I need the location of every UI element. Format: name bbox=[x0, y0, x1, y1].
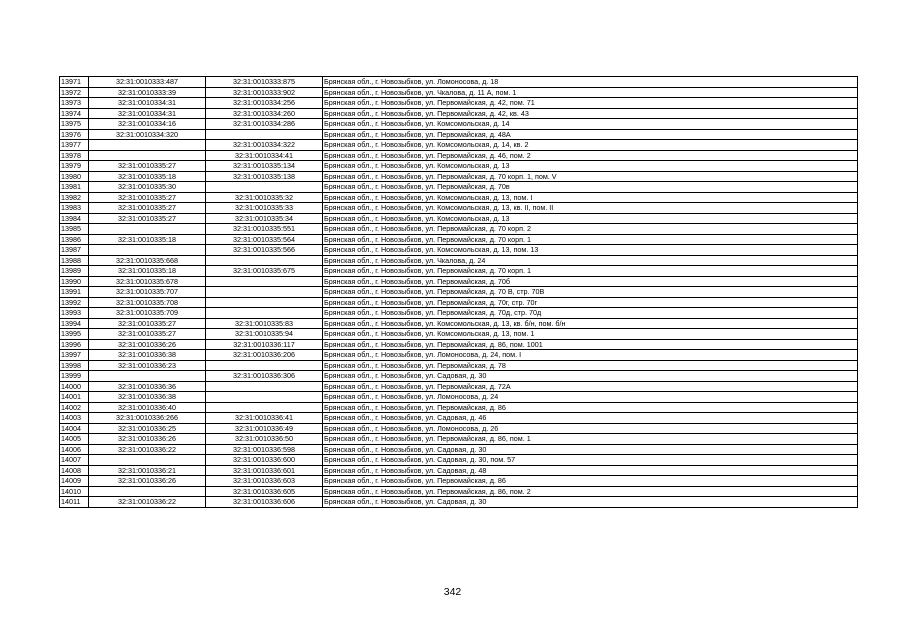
table-row bbox=[60, 140, 858, 151]
cadastral-number-land: 32:31:0010335:18 bbox=[89, 234, 206, 245]
cadastral-number-building bbox=[206, 276, 323, 287]
table-row bbox=[60, 161, 858, 172]
table-row bbox=[60, 318, 858, 329]
cadastral-number-land: 32:31:0010334:16 bbox=[89, 119, 206, 130]
table-row bbox=[60, 465, 858, 476]
address: Брянская обл., г. Новозыбков, ул. Комсомольская, д. 14, кв. 2 bbox=[323, 140, 858, 151]
cadastral-number-land: 32:31:0010335:709 bbox=[89, 308, 206, 319]
address: Брянская обл., г. Новозыбков, ул. Комсомольская, д. 13 bbox=[323, 161, 858, 172]
cadastral-number-building bbox=[206, 287, 323, 298]
cadastral-number-building bbox=[206, 255, 323, 266]
cadastral-number-land: 32:31:0010335:708 bbox=[89, 297, 206, 308]
cadastral-number-building: 32:31:0010335:33 bbox=[206, 203, 323, 214]
cadastral-number-building: 32:31:0010333:875 bbox=[206, 77, 323, 88]
property-table bbox=[59, 76, 858, 508]
cadastral-number-building: 32:31:0010335:32 bbox=[206, 192, 323, 203]
address: Брянская обл., г. Новозыбков, ул. Первомайская, д. 70б bbox=[323, 276, 858, 287]
cadastral-number-land: 32:31:0010335:707 bbox=[89, 287, 206, 298]
cadastral-number-building: 32:31:0010335:551 bbox=[206, 224, 323, 235]
cadastral-number-land: 32:31:0010336:36 bbox=[89, 381, 206, 392]
cadastral-number-building: 32:31:0010336:606 bbox=[206, 497, 323, 508]
table-row bbox=[60, 423, 858, 434]
row-number: 14002 bbox=[60, 402, 89, 413]
cadastral-number-land: 32:31:0010336:22 bbox=[89, 497, 206, 508]
table-row bbox=[60, 381, 858, 392]
address: Брянская обл., г. Новозыбков, ул. Садовая, д. 48 bbox=[323, 465, 858, 476]
row-number: 13975 bbox=[60, 119, 89, 130]
cadastral-number-building: 32:31:0010334:322 bbox=[206, 140, 323, 151]
row-number: 13993 bbox=[60, 308, 89, 319]
table-row bbox=[60, 434, 858, 445]
cadastral-number-building: 32:31:0010336:598 bbox=[206, 444, 323, 455]
table-row bbox=[60, 329, 858, 340]
address: Брянская обл., г. Новозыбков, ул. Комсомольская, д. 13 bbox=[323, 213, 858, 224]
cadastral-number-building: 32:31:0010334:41 bbox=[206, 150, 323, 161]
cadastral-number-building: 32:31:0010334:286 bbox=[206, 119, 323, 130]
address: Брянская обл., г. Новозыбков, ул. Первомайская, д. 70в bbox=[323, 182, 858, 193]
table-row bbox=[60, 203, 858, 214]
address: Брянская обл., г. Новозыбков, ул. Комсомольская, д. 14 bbox=[323, 119, 858, 130]
row-number: 14001 bbox=[60, 392, 89, 403]
cadastral-number-land: 32:31:0010336:26 bbox=[89, 339, 206, 350]
cadastral-number-land: 32:31:0010336:23 bbox=[89, 360, 206, 371]
row-number: 13976 bbox=[60, 129, 89, 140]
row-number: 13982 bbox=[60, 192, 89, 203]
row-number: 13972 bbox=[60, 87, 89, 98]
cadastral-number-land: 32:31:0010336:266 bbox=[89, 413, 206, 424]
address: Брянская обл., г. Новозыбков, ул. Первомайская, д. 78 bbox=[323, 360, 858, 371]
address: Брянская обл., г. Новозыбков, ул. Комсомольская, д. 13, пом. 13 bbox=[323, 245, 858, 256]
address: Брянская обл., г. Новозыбков, ул. Садовая, д. 46 bbox=[323, 413, 858, 424]
cadastral-number-land: 32:31:0010335:27 bbox=[89, 329, 206, 340]
cadastral-number-building bbox=[206, 392, 323, 403]
cadastral-number-land: 32:31:0010336:21 bbox=[89, 465, 206, 476]
table-row bbox=[60, 297, 858, 308]
cadastral-number-building: 32:31:0010336:605 bbox=[206, 486, 323, 497]
cadastral-number-land: 32:31:0010336:26 bbox=[89, 476, 206, 487]
address: Брянская обл., г. Новозыбков, ул. Первомайская, д. 48А bbox=[323, 129, 858, 140]
address: Брянская обл., г. Новозыбков, ул. Садовая, д. 30 bbox=[323, 497, 858, 508]
address: Брянская обл., г. Новозыбков, ул. Первомайская, д. 70 корп. 1 bbox=[323, 234, 858, 245]
cadastral-number-building: 32:31:0010335:566 bbox=[206, 245, 323, 256]
cadastral-number-building: 32:31:0010336:306 bbox=[206, 371, 323, 382]
row-number: 13979 bbox=[60, 161, 89, 172]
address: Брянская обл., г. Новозыбков, ул. Первомайская, д. 70д, стр. 70д bbox=[323, 308, 858, 319]
cadastral-number-building: 32:31:0010336:603 bbox=[206, 476, 323, 487]
row-number: 13997 bbox=[60, 350, 89, 361]
cadastral-number-land bbox=[89, 486, 206, 497]
table-row bbox=[60, 308, 858, 319]
cadastral-number-land: 32:31:0010335:18 bbox=[89, 171, 206, 182]
table-row bbox=[60, 192, 858, 203]
table-row bbox=[60, 98, 858, 109]
table-row bbox=[60, 182, 858, 193]
row-number: 14000 bbox=[60, 381, 89, 392]
row-number: 14007 bbox=[60, 455, 89, 466]
table-row bbox=[60, 108, 858, 119]
row-number: 14008 bbox=[60, 465, 89, 476]
address: Брянская обл., г. Новозыбков, ул. Чкалова, д. 24 bbox=[323, 255, 858, 266]
row-number: 13994 bbox=[60, 318, 89, 329]
address: Брянская обл., г. Новозыбков, ул. Первомайская, д. 72А bbox=[323, 381, 858, 392]
cadastral-number-building bbox=[206, 182, 323, 193]
cadastral-number-building: 32:31:0010335:675 bbox=[206, 266, 323, 277]
cadastral-number-building: 32:31:0010335:564 bbox=[206, 234, 323, 245]
row-number: 14004 bbox=[60, 423, 89, 434]
cadastral-number-building: 32:31:0010335:138 bbox=[206, 171, 323, 182]
table-row bbox=[60, 87, 858, 98]
page-number: 342 bbox=[443, 586, 462, 598]
cadastral-number-building: 32:31:0010335:134 bbox=[206, 161, 323, 172]
cadastral-number-land: 32:31:0010336:22 bbox=[89, 444, 206, 455]
table-row bbox=[60, 234, 858, 245]
table-row bbox=[60, 213, 858, 224]
address: Брянская обл., г. Новозыбков, ул. Чкалова, д. 11 А, пом. 1 bbox=[323, 87, 858, 98]
property-table-body bbox=[60, 77, 858, 508]
row-number: 13988 bbox=[60, 255, 89, 266]
row-number: 14009 bbox=[60, 476, 89, 487]
row-number: 13987 bbox=[60, 245, 89, 256]
cadastral-number-land: 32:31:0010334:31 bbox=[89, 108, 206, 119]
cadastral-number-building: 32:31:0010335:83 bbox=[206, 318, 323, 329]
cadastral-number-land: 32:31:0010335:27 bbox=[89, 318, 206, 329]
cadastral-number-building: 32:31:0010336:50 bbox=[206, 434, 323, 445]
table-row bbox=[60, 486, 858, 497]
cadastral-number-land bbox=[89, 150, 206, 161]
address: Брянская обл., г. Новозыбков, ул. Ломоносова, д. 24, пом. I bbox=[323, 350, 858, 361]
cadastral-number-building: 32:31:0010336:41 bbox=[206, 413, 323, 424]
address: Брянская обл., г. Новозыбков, ул. Первомайская, д. 86, пом. 1001 bbox=[323, 339, 858, 350]
row-number: 13984 bbox=[60, 213, 89, 224]
row-number: 13980 bbox=[60, 171, 89, 182]
cadastral-number-building bbox=[206, 129, 323, 140]
address: Брянская обл., г. Новозыбков, ул. Садовая, д. 30, пом. 57 bbox=[323, 455, 858, 466]
cadastral-number-building: 32:31:0010335:94 bbox=[206, 329, 323, 340]
address: Брянская обл., г. Новозыбков, ул. Первомайская, д. 42, пом. 71 bbox=[323, 98, 858, 109]
cadastral-number-land: 32:31:0010334:320 bbox=[89, 129, 206, 140]
table-row bbox=[60, 150, 858, 161]
table-row bbox=[60, 266, 858, 277]
table-row bbox=[60, 119, 858, 130]
cadastral-number-building bbox=[206, 308, 323, 319]
cadastral-number-building bbox=[206, 297, 323, 308]
row-number: 13991 bbox=[60, 287, 89, 298]
address: Брянская обл., г. Новозыбков, ул. Садовая, д. 30 bbox=[323, 371, 858, 382]
cadastral-number-building: 32:31:0010336:600 bbox=[206, 455, 323, 466]
cadastral-number-land: 32:31:0010333:39 bbox=[89, 87, 206, 98]
table-row bbox=[60, 413, 858, 424]
row-number: 13978 bbox=[60, 150, 89, 161]
table-row bbox=[60, 287, 858, 298]
row-number: 14010 bbox=[60, 486, 89, 497]
address: Брянская обл., г. Новозыбков, ул. Первомайская, д. 46, пом. 2 bbox=[323, 150, 858, 161]
address: Брянская обл., г. Новозыбков, ул. Ломоносова, д. 18 bbox=[323, 77, 858, 88]
cadastral-number-building: 32:31:0010333:902 bbox=[206, 87, 323, 98]
table-row bbox=[60, 455, 858, 466]
address: Брянская обл., г. Новозыбков, ул. Первомайская, д. 70г, стр. 70г bbox=[323, 297, 858, 308]
table-row bbox=[60, 392, 858, 403]
table-row bbox=[60, 77, 858, 88]
address: Брянская обл., г. Новозыбков, ул. Первомайская, д. 86, пом. 2 bbox=[323, 486, 858, 497]
row-number: 13973 bbox=[60, 98, 89, 109]
table-row bbox=[60, 476, 858, 487]
cadastral-number-land: 32:31:0010334:31 bbox=[89, 98, 206, 109]
row-number: 13971 bbox=[60, 77, 89, 88]
address: Брянская обл., г. Новозыбков, ул. Первомайская, д. 70 корп. 1 bbox=[323, 266, 858, 277]
cadastral-number-land: 32:31:0010336:40 bbox=[89, 402, 206, 413]
table-row bbox=[60, 276, 858, 287]
row-number: 13989 bbox=[60, 266, 89, 277]
table-row bbox=[60, 129, 858, 140]
cadastral-number-land: 32:31:0010335:18 bbox=[89, 266, 206, 277]
address: Брянская обл., г. Новозыбков, ул. Первомайская, д. 86, пом. 1 bbox=[323, 434, 858, 445]
cadastral-number-building bbox=[206, 360, 323, 371]
cadastral-number-land bbox=[89, 455, 206, 466]
cadastral-number-land: 32:31:0010335:668 bbox=[89, 255, 206, 266]
cadastral-number-land: 32:31:0010335:678 bbox=[89, 276, 206, 287]
table-row bbox=[60, 350, 858, 361]
address: Брянская обл., г. Новозыбков, ул. Комсомольская, д. 13, пом. 1 bbox=[323, 329, 858, 340]
table-row bbox=[60, 171, 858, 182]
address: Брянская обл., г. Новозыбков, ул. Комсомольская, д. 13, кв. б/н, пом. б/н bbox=[323, 318, 858, 329]
table-row bbox=[60, 497, 858, 508]
cadastral-number-building bbox=[206, 402, 323, 413]
row-number: 13974 bbox=[60, 108, 89, 119]
cadastral-number-land bbox=[89, 224, 206, 235]
table-row bbox=[60, 224, 858, 235]
address: Брянская обл., г. Новозыбков, ул. Первомайская, д. 70 корп. 1, пом. V bbox=[323, 171, 858, 182]
cadastral-number-building: 32:31:0010335:34 bbox=[206, 213, 323, 224]
table-row bbox=[60, 245, 858, 256]
cadastral-number-land bbox=[89, 245, 206, 256]
row-number: 13996 bbox=[60, 339, 89, 350]
row-number: 13981 bbox=[60, 182, 89, 193]
row-number: 14005 bbox=[60, 434, 89, 445]
cadastral-number-building: 32:31:0010334:256 bbox=[206, 98, 323, 109]
table-row bbox=[60, 402, 858, 413]
cadastral-number-building: 32:31:0010336:206 bbox=[206, 350, 323, 361]
table-row bbox=[60, 339, 858, 350]
cadastral-number-land: 32:31:0010335:27 bbox=[89, 161, 206, 172]
cadastral-number-land: 32:31:0010335:30 bbox=[89, 182, 206, 193]
address: Брянская обл., г. Новозыбков, ул. Первомайская, д. 42, кв. 43 bbox=[323, 108, 858, 119]
address: Брянская обл., г. Новозыбков, ул. Первомайская, д. 86 bbox=[323, 476, 858, 487]
cadastral-number-land: 32:31:0010335:27 bbox=[89, 213, 206, 224]
cadastral-number-building: 32:31:0010336:601 bbox=[206, 465, 323, 476]
row-number: 14003 bbox=[60, 413, 89, 424]
cadastral-number-land: 32:31:0010335:27 bbox=[89, 192, 206, 203]
cadastral-number-building: 32:31:0010336:49 bbox=[206, 423, 323, 434]
table-row bbox=[60, 371, 858, 382]
cadastral-number-land: 32:31:0010336:38 bbox=[89, 392, 206, 403]
cadastral-number-building bbox=[206, 381, 323, 392]
cadastral-number-land: 32:31:0010336:26 bbox=[89, 434, 206, 445]
row-number: 14011 bbox=[60, 497, 89, 508]
cadastral-number-land: 32:31:0010333:487 bbox=[89, 77, 206, 88]
address: Брянская обл., г. Новозыбков, ул. Первомайская, д. 70 корп. 2 bbox=[323, 224, 858, 235]
row-number: 13986 bbox=[60, 234, 89, 245]
address: Брянская обл., г. Новозыбков, ул. Садовая, д. 30 bbox=[323, 444, 858, 455]
address: Брянская обл., г. Новозыбков, ул. Ломоносова, д. 24 bbox=[323, 392, 858, 403]
row-number: 13983 bbox=[60, 203, 89, 214]
row-number: 13990 bbox=[60, 276, 89, 287]
row-number: 13999 bbox=[60, 371, 89, 382]
row-number: 13992 bbox=[60, 297, 89, 308]
address: Брянская обл., г. Новозыбков, ул. Ломоносова, д. 26 bbox=[323, 423, 858, 434]
row-number: 14006 bbox=[60, 444, 89, 455]
address: Брянская обл., г. Новозыбков, ул. Первомайская, д. 86 bbox=[323, 402, 858, 413]
address: Брянская обл., г. Новозыбков, ул. Первомайская, д. 70 В, стр. 70В bbox=[323, 287, 858, 298]
row-number: 13985 bbox=[60, 224, 89, 235]
table-row bbox=[60, 444, 858, 455]
row-number: 13995 bbox=[60, 329, 89, 340]
cadastral-number-building: 32:31:0010334:260 bbox=[206, 108, 323, 119]
cadastral-number-land: 32:31:0010336:25 bbox=[89, 423, 206, 434]
cadastral-number-building: 32:31:0010336:117 bbox=[206, 339, 323, 350]
cadastral-number-land bbox=[89, 140, 206, 151]
row-number: 13998 bbox=[60, 360, 89, 371]
table-row bbox=[60, 255, 858, 266]
address: Брянская обл., г. Новозыбков, ул. Комсомольская, д. 13, пом. I bbox=[323, 192, 858, 203]
table-row bbox=[60, 360, 858, 371]
cadastral-number-land bbox=[89, 371, 206, 382]
cadastral-number-land: 32:31:0010335:27 bbox=[89, 203, 206, 214]
address: Брянская обл., г. Новозыбков, ул. Комсомольская, д. 13, кв. II, пом. II bbox=[323, 203, 858, 214]
row-number: 13977 bbox=[60, 140, 89, 151]
cadastral-number-land: 32:31:0010336:38 bbox=[89, 350, 206, 361]
